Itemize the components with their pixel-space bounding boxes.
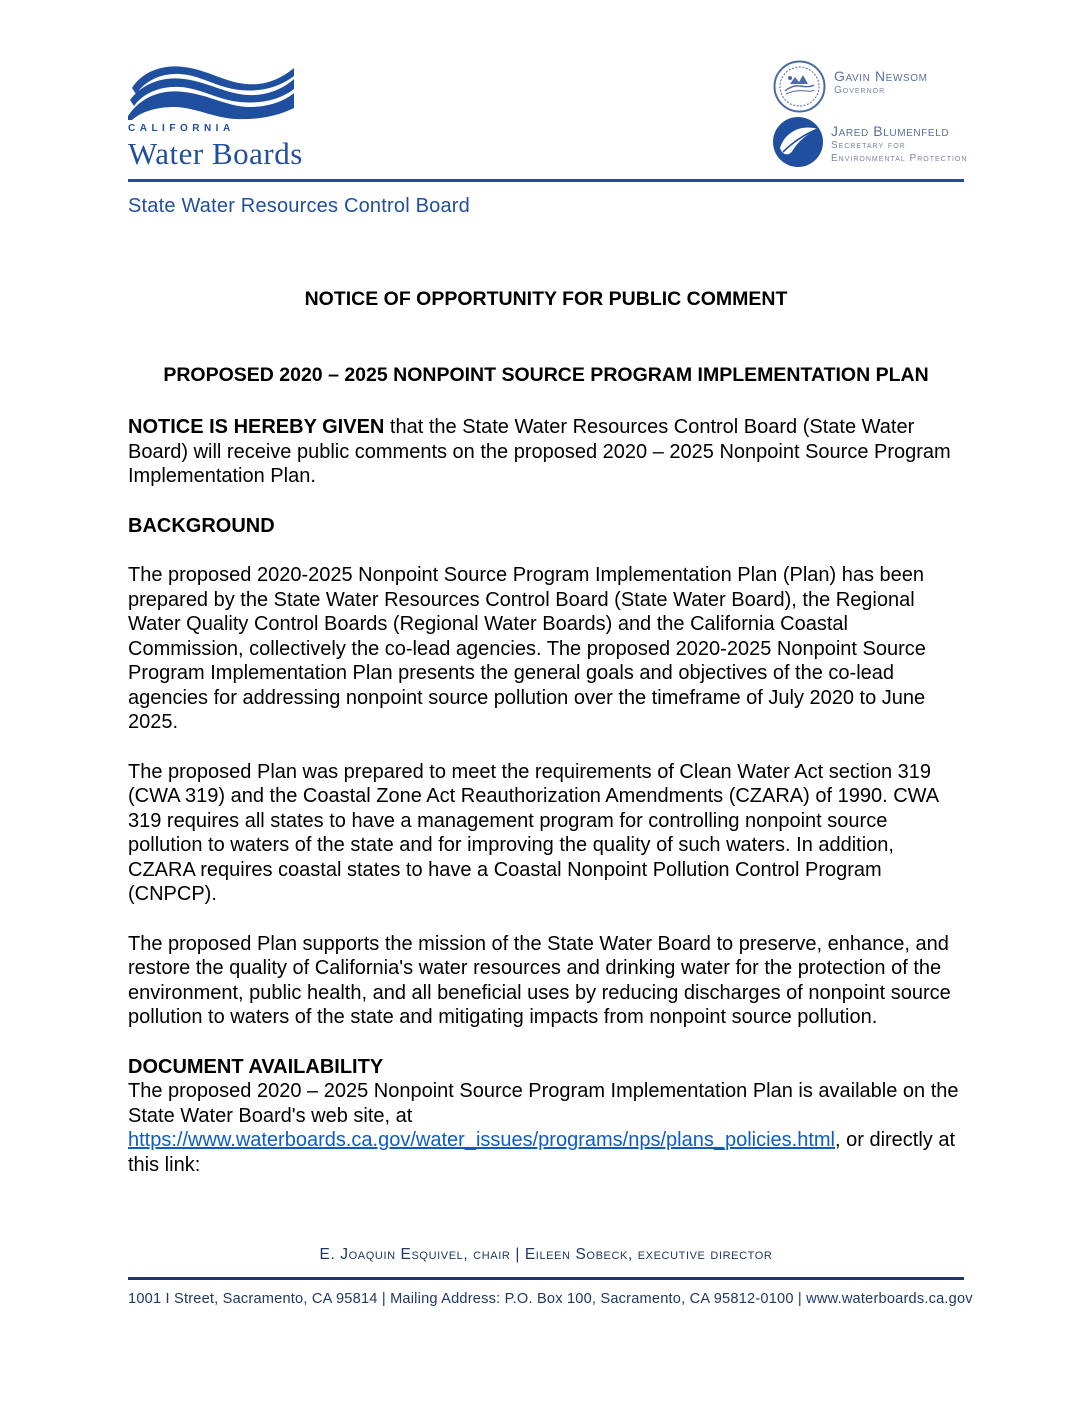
secretary-name: Jared Blumenfeld	[831, 123, 950, 139]
governor-name: Gavin Newsom	[834, 68, 928, 84]
availability-text-after: , or directly at this link:	[128, 1129, 956, 1176]
header-rule	[128, 179, 964, 182]
footer-rule	[128, 1277, 964, 1280]
department-name: State Water Resources Control Board	[128, 195, 470, 217]
secretary-row	[773, 117, 1033, 167]
availability-text-before: The proposed 2020 – 2025 Nonpoint Source Program Implementation Plan is available on the State Water Board's web site, at	[128, 1080, 959, 1127]
plan-subtitle: PROPOSED 2020 – 2025 NONPOINT SOURCE PROGRAM IMPLEMENTATION PLAN	[163, 364, 929, 386]
water-boards-logo	[128, 62, 328, 172]
document-body	[128, 287, 964, 1177]
availability-heading: DOCUMENT AVAILABILITY	[128, 1055, 384, 1078]
notice-rest: that the State Water Resources Control Board (State Water Board) will receive public comments on the proposed 2020 – 2025 Nonpoint Source Program Implementation Plan.	[128, 416, 951, 487]
background-paragraph-1: The proposed 2020-2025 Nonpoint Source Program Implementation Plan (Plan) has been prepared by the State Water Resources Control Board (State Water Board), the Regional Water Quality Control Boards (Regional Water Boards) and the California Coastal Commission, collectively the co-lead agencies. The proposed 2020-2025 Nonpoint Source Program Implementation Plan presents the general goals and objectives of the co-lead agencies for addressing nonpoint source pollution over the timeframe of July 2020 to June 2025.	[128, 564, 926, 733]
background-paragraph-2: The proposed Plan was prepared to meet the requirements of Clean Water Act section 319 (CWA 319) and the Coastal Zone Act Reauthorization Amendments (CZARA) of 1990. CWA 319 requires all states to have a management program for controlling nonpoint source pollution to waters of the state and for improving the quality of such waters. In addition, CZARA requires coastal states to have a Coastal Nonpoint Pollution Control Program (CNPCP).	[128, 760, 939, 905]
governor-title: Governor	[834, 85, 886, 96]
governor-text	[834, 60, 928, 96]
waves-icon	[128, 62, 294, 120]
notice-title: NOTICE OF OPPORTUNITY FOR PUBLIC COMMENT	[304, 288, 788, 310]
officials-block	[773, 60, 1033, 167]
footer-address: 1001 I Street, Sacramento, CA 95814 | Mailing Address: P.O. Box 100, Sacramento, CA 95812-0100 | www.waterboards.ca.gov	[128, 1291, 973, 1307]
footer-officers: E. Joaquin Esquivel, chair | Eileen Sobeck, executive director	[319, 1246, 773, 1263]
logo-wordmark: Water Boards	[128, 136, 303, 171]
notice-paragraph	[128, 415, 964, 489]
notice-lead: NOTICE IS HEREBY GIVEN	[128, 416, 385, 438]
logo-california-label: CALIFORNIA	[128, 123, 235, 134]
secretary-title-line1: Secretary for	[831, 140, 906, 151]
governor-row	[773, 60, 1033, 113]
background-heading: BACKGROUND	[128, 514, 275, 537]
availability-paragraph	[128, 1079, 964, 1177]
calepa-logo-icon	[773, 117, 823, 167]
california-state-seal-icon	[773, 60, 826, 113]
background-paragraph-3: The proposed Plan supports the mission of the State Water Board to preserve, enhance, and restore the quality of California's water resources and drinking water for the protection of the environment, public health, and all beneficial uses by reducing discharges of nonpoint source pollution to waters of the state and mitigating impacts from nonpoint source pollution.	[128, 932, 951, 1028]
secretary-text	[831, 117, 967, 164]
website-link[interactable]: https://www.waterboards.ca.gov/water_issues/programs/nps/plans_policies.html	[128, 1129, 835, 1151]
secretary-title-line2: Environmental Protection	[831, 153, 968, 164]
